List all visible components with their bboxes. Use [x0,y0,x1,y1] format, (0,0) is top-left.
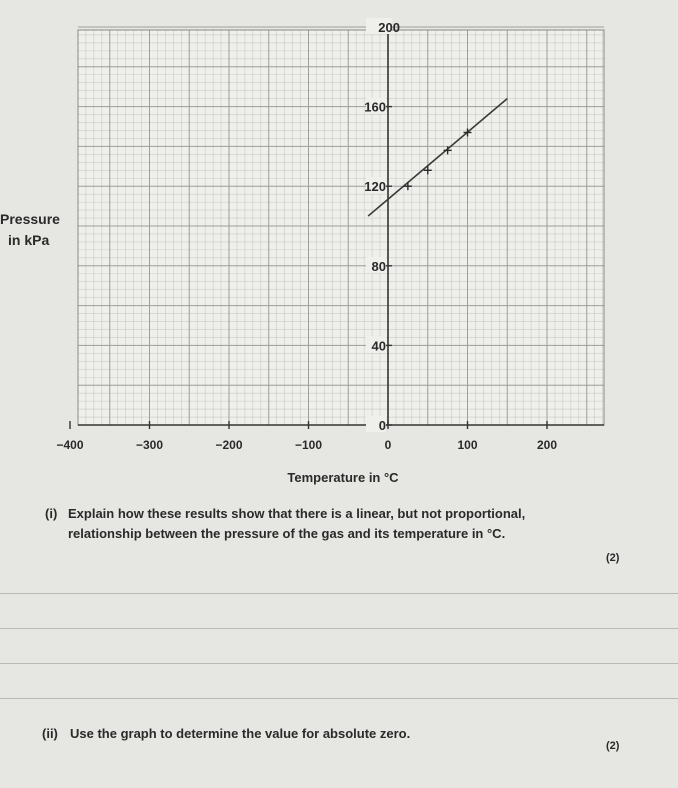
x-tick-label: −400 [56,438,84,452]
answer-line[interactable] [0,628,678,629]
y-tick-label: 120 [364,179,386,195]
question-ii-marks: (2) [606,740,620,752]
y-tick-label: 160 [364,99,386,115]
y-axis-label-line-1: Pressure [0,211,60,227]
x-tick-label: 200 [536,438,558,452]
x-tick-label: 0 [384,438,392,452]
question-ii-number: (ii) [42,726,58,741]
question-i-number: (i) [45,506,58,521]
answer-line[interactable] [0,593,678,594]
question-i-text-line-1: Explain how these results show that there is a linear, but not proportional, [68,506,526,521]
y-tick-label: 0 [378,418,386,433]
x-tick-label: −200 [215,438,243,452]
question-i-marks: (2) [606,552,620,564]
x-tick-label: −100 [294,438,323,452]
question-i-text-line-2: relationship between the pressure of the gas and its temperature in °C. [68,526,506,541]
question-ii-text: Use the graph to determine the value for absolute zero. [70,726,411,741]
y-tick-label: 200 [378,20,400,35]
answer-line[interactable] [0,663,678,664]
x-axis-label: Temperature in °C [287,470,399,485]
grid-background [78,30,604,425]
x-tick-label: 100 [457,438,478,452]
x-tick-label: −300 [135,438,164,452]
y-axis-label-line-2: in kPa [8,232,50,248]
answer-line[interactable] [0,698,678,699]
y-tick-label: 40 [371,338,386,354]
y-tick-label: 80 [371,258,386,274]
